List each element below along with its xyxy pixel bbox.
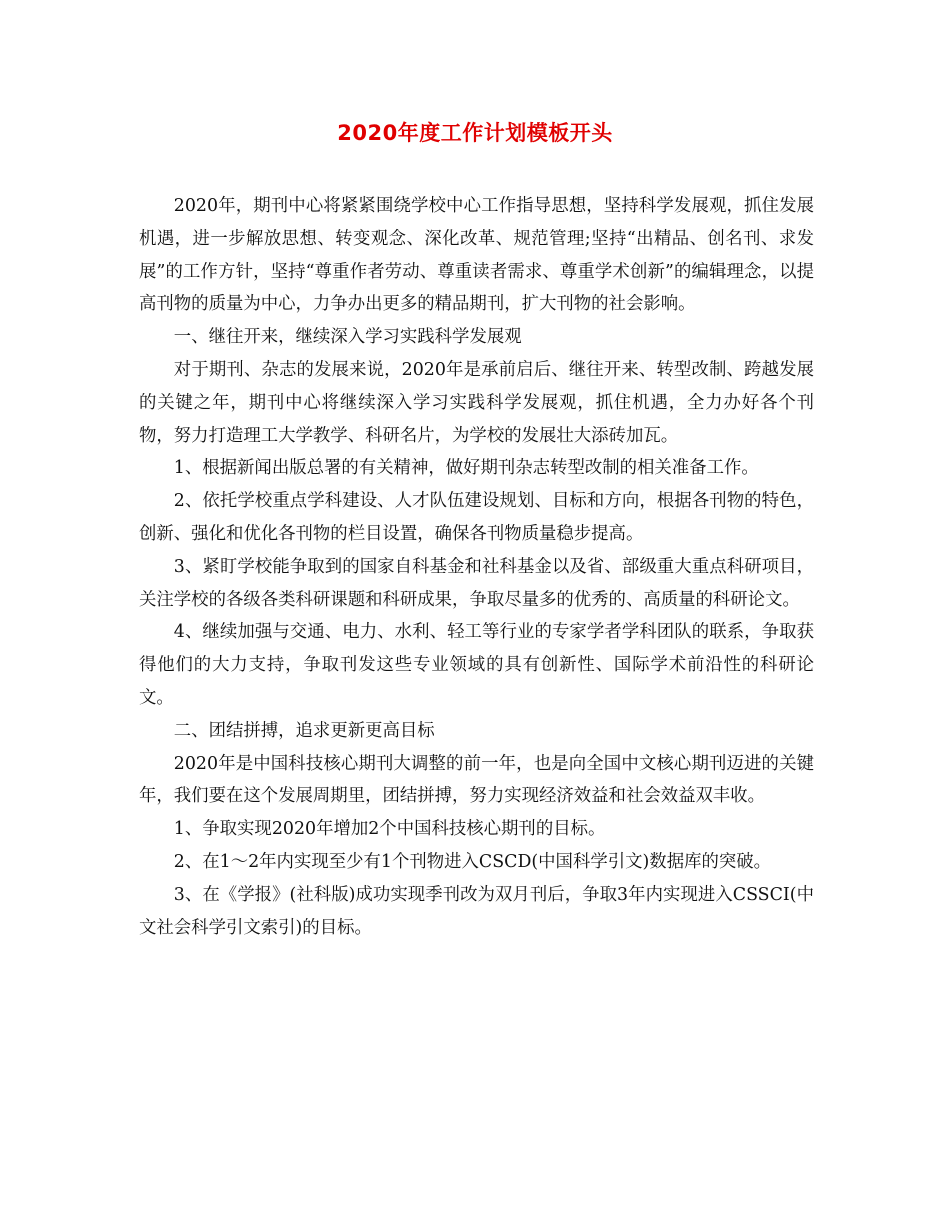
document-title: 2020年度工作计划模板开头	[337, 121, 613, 145]
paragraph-section-2: 2020年是中国科技核心期刊大调整的前一年，也是向全国中文核心期刊迈进的关键年，我们要在这个发展周期里，团结拼搏，努力实现经济效益和社会效益双丰收。	[139, 753, 814, 807]
section-heading-2: 二、团结拼搏，追求更新更高目标	[173, 720, 435, 741]
list-item: 3、紧盯学校能争取到的国家自科基金和社科基金以及省、部级重大重点科研项目，关注学校的各级各类科研课题和科研成果，争取尽量多的优秀的、高质量的科研论文。	[139, 556, 814, 610]
paragraph-intro: 2020年，期刊中心将紧紧围绕学校中心工作指导思想，坚持科学发展观，抓住发展机遇，进一步解放思想、转变观念、深化改革、规范管理;坚持“出精品、创名刊、求发展”的工作方针，坚持“尊重作者劳动、尊重读者需求、尊重学术创新”的编辑理念，以提高刊物的质量为中心，力争办出更多的精品期刊，扩大刊物的社会影响。	[139, 196, 814, 315]
list-item: 2、依托学校重点学科建设、人才队伍建设规划、目标和方向，根据各刊物的特色，创新、强化和优化各刊物的栏目设置，确保各刊物质量稳步提高。	[139, 491, 814, 544]
document-body	[139, 190, 814, 944]
paragraph-section-1: 对于期刊、杂志的发展来说，2020年是承前启后、继往开来、转型改制、跨越发展的关键之年，期刊中心将继续深入学习实践科学发展观，抓住机遇，全力办好各个刊物，努力打造理工大学教学、科研名片，为学校的发展壮大添砖加瓦。	[139, 359, 814, 446]
section-heading-1: 一、继往开来，继续深入学习实践科学发展观	[173, 327, 522, 348]
list-item: 4、继续加强与交通、电力、水利、轻工等行业的专家学者学科团队的联系，争取获得他们的大力支持，争取刊发这些专业领域的具有创新性、国际学术前沿性的科研论文。	[139, 622, 814, 708]
list-item: 1、争取实现2020年增加2个中国科技核心期刊的目标。	[173, 819, 606, 840]
list-item: 2、在1～2年内实现至少有1个刊物进入CSCD(中国科学引文)数据库的突破。	[173, 851, 772, 872]
list-item: 1、根据新闻出版总署的有关精神，做好期刊杂志转型改制的相关准备工作。	[173, 458, 759, 479]
list-item: 3、在《学报》(社科版)成功实现季刊改为双月刊后，争取3年内实现进入CSSCI(中文社会科学引文索引)的目标。	[139, 884, 814, 938]
